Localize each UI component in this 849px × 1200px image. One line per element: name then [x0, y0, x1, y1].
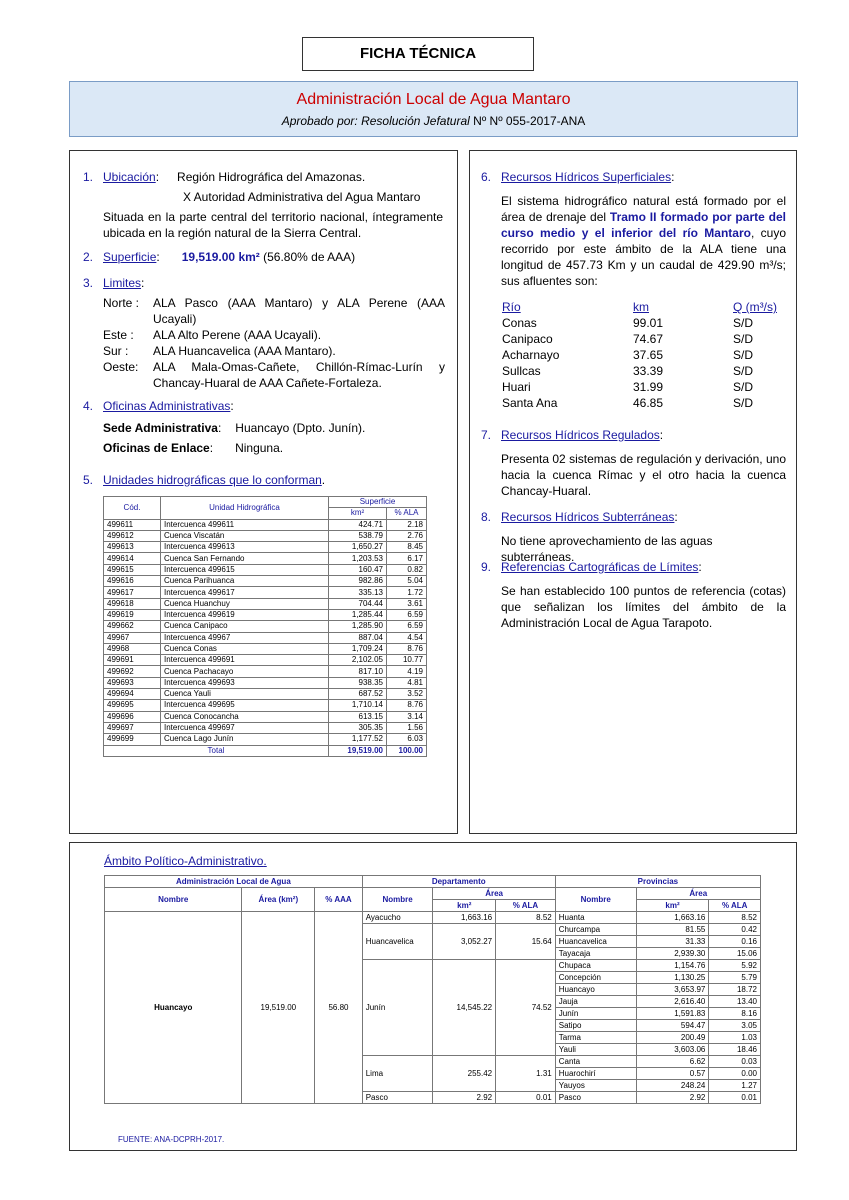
table-row [104, 598, 427, 609]
dep-km2: 3,052.27 [433, 924, 496, 960]
prov-km2: 6.62 [636, 1056, 709, 1068]
section-number: 7. [481, 428, 492, 442]
ubicacion-line2: X Autoridad Administrativa del Agua Mantaro [183, 190, 421, 204]
prov-pct: 5.92 [709, 960, 761, 972]
col-ala-area: Área (km²) [242, 888, 315, 912]
limite-dir: Norte : [103, 296, 140, 310]
limite-row [83, 359, 445, 391]
cod-cell: 499697 [104, 722, 161, 733]
cod-cell: 499615 [104, 564, 161, 575]
unidad-cell: Cuenca Conas [161, 643, 329, 654]
section-number: 5. [83, 473, 94, 487]
dep-pct: 1.31 [496, 1056, 556, 1092]
cod-cell: 499696 [104, 711, 161, 722]
prov-pct: 8.52 [709, 912, 761, 924]
col-dep-km2: km² [433, 900, 496, 912]
pct-cell: 8.45 [387, 542, 427, 553]
pct-cell: 1.72 [387, 587, 427, 598]
limite-row [83, 343, 445, 359]
col-superficie: Superficie [329, 497, 427, 508]
prov-nombre: Pasco [555, 1092, 636, 1104]
unidad-cell: Intercuenca 499693 [161, 677, 329, 688]
dep-nombre: Pasco [362, 1092, 433, 1104]
prov-km2: 2,616.40 [636, 996, 709, 1008]
text-c: , cuyo recorrido por este ámbito de la ALA tiene una longitud de 457.73 Km y un caudal de 429.90 m³/s; sus afluentes son: [501, 226, 787, 288]
section-number: 8. [481, 510, 492, 524]
unidad-cell: Intercuenca 499617 [161, 587, 329, 598]
col-prov-pct: % ALA [709, 900, 761, 912]
prov-nombre: Churcampa [555, 924, 636, 936]
ubicacion-line1: Región Hidrográfica del Amazonas. [177, 170, 366, 184]
dep-km2: 14,545.22 [433, 960, 496, 1056]
km2-cell: 817.10 [329, 666, 387, 677]
section-heading: Recursos Hídricos Regulados [501, 428, 660, 442]
pct-cell: 6.59 [387, 609, 427, 620]
pct-cell: 8.76 [387, 700, 427, 711]
prov-km2: 3,653.97 [636, 984, 709, 996]
section-number: 4. [83, 399, 94, 413]
superficiales-text [481, 193, 786, 289]
rio-q: S/D [733, 380, 754, 394]
km2-cell: 160.47 [329, 564, 387, 575]
section-heading: Ubicación [103, 170, 156, 184]
km2-cell: 424.71 [329, 519, 387, 530]
prov-pct: 0.00 [709, 1068, 761, 1080]
rio-km: 46.85 [633, 396, 664, 410]
km2-cell: 687.52 [329, 689, 387, 700]
section-heading: Referencias Cartográficas de Límites [501, 560, 699, 574]
prov-pct: 18.72 [709, 984, 761, 996]
enlace-value: Ninguna. [235, 441, 284, 455]
right-panel [469, 150, 797, 834]
cod-cell: 499662 [104, 621, 161, 632]
subterraneas-text: No tiene aprovechamiento de las aguas subterráneas. [501, 534, 713, 564]
prov-pct: 18.46 [709, 1044, 761, 1056]
col-km: km [633, 300, 649, 314]
unidad-cell: Cuenca Pachacayo [161, 666, 329, 677]
limite-row [83, 327, 445, 343]
rios-table [502, 299, 782, 411]
table-row [104, 722, 427, 733]
unidad-cell: Intercuenca 499619 [161, 609, 329, 620]
ambito-title-text: Ámbito Político-Administrativo [104, 854, 264, 868]
dep-km2: 2.92 [433, 1092, 496, 1104]
section-heading: Unidades hidrográficas que lo conforman [103, 473, 322, 487]
section-heading: Limites [103, 276, 142, 290]
km2-cell: 1,177.52 [329, 734, 387, 745]
section-limites: 3. Limites: Norte : ALA Pasco (AAA Mantaro) y ALA Perene (AAA Ucayali) Este : ALA Alto Perene (AAA Ucayali). Sur : ALA Huancavelica (AAA Mantaro). Oeste: ALA Mala-Omas-Cañete, Chillón-Rímac-Lurín y Chancay-Huaral de AAA Cañete-Fortaleza. [83, 276, 445, 390]
section-heading: Recursos Hídricos Subterráneas [501, 510, 675, 524]
pct-cell: 3.61 [387, 598, 427, 609]
enlace-label: Oficinas de Enlace [103, 441, 210, 455]
prov-km2: 1,663.16 [636, 912, 709, 924]
col-dep-area: Área [433, 888, 555, 900]
km2-cell: 982.86 [329, 576, 387, 587]
unidad-cell: Intercuenca 499613 [161, 542, 329, 553]
subtitle-prefix: Aprobado por: Resolución Jefatural [281, 114, 470, 128]
rio-row [502, 379, 782, 395]
section-number: 3. [83, 276, 94, 290]
dep-pct: 8.52 [496, 912, 556, 924]
cod-cell: 499699 [104, 734, 161, 745]
prov-pct: 1.27 [709, 1080, 761, 1092]
pct-cell: 8.76 [387, 643, 427, 654]
col-q: Q (m³/s) [733, 300, 777, 314]
limite-row [83, 295, 445, 327]
col-rio: Río [502, 300, 521, 314]
section-referencias: 9. Referencias Cartográficas de Límites: Se han establecido 100 puntos de referencia (cotas) que señalizan los límites del ámbito de la Administración Local de Agua Tarapoto. [481, 560, 786, 630]
table-row [104, 564, 427, 575]
rio-q: S/D [733, 364, 754, 378]
section-number: 9. [481, 560, 492, 574]
table-row [104, 711, 427, 722]
table-row [104, 576, 427, 587]
pct-cell: 10.77 [387, 655, 427, 666]
unidad-cell: Intercuenca 49967 [161, 632, 329, 643]
unidad-cell: Intercuenca 499691 [161, 655, 329, 666]
table-row [104, 587, 427, 598]
km2-cell: 2,102.05 [329, 655, 387, 666]
prov-km2: 2.92 [636, 1092, 709, 1104]
section-number: 2. [83, 250, 94, 264]
table-row [104, 677, 427, 688]
dep-nombre: Junín [362, 960, 433, 1056]
prov-pct: 1.03 [709, 1032, 761, 1044]
rio-row [502, 315, 782, 331]
unidad-cell: Cuenca San Fernando [161, 553, 329, 564]
limite-value: ALA Mala-Omas-Cañete, Chillón-Rímac-Lurín y Chancay-Huaral de AAA Cañete-Fortaleza. [153, 360, 445, 390]
pct-cell: 4.81 [387, 677, 427, 688]
cod-cell: 499695 [104, 700, 161, 711]
col-prov-nombre: Nombre [555, 888, 636, 912]
rio-q: S/D [733, 348, 754, 362]
cod-cell: 499611 [104, 519, 161, 530]
prov-pct: 0.42 [709, 924, 761, 936]
limite-dir: Este : [103, 328, 134, 342]
section-subterraneas: 8. Recursos Hídricos Subterráneas: No tiene aprovechamiento de las aguas subterráneas. [481, 509, 786, 565]
unidad-cell: Cuenca Conocancha [161, 711, 329, 722]
cod-cell: 499693 [104, 677, 161, 688]
prov-nombre: Huanta [555, 912, 636, 924]
rio-km: 74.67 [633, 332, 664, 346]
rio-row [502, 347, 782, 363]
col-prov-km2: km² [636, 900, 709, 912]
pct-cell: 5.04 [387, 576, 427, 587]
total-km2: 19,519.00 [329, 745, 387, 756]
cod-cell: 499692 [104, 666, 161, 677]
total-pct: 100.00 [387, 745, 427, 756]
rio-q: S/D [733, 396, 754, 410]
dep-nombre: Huancavelica [362, 924, 433, 960]
table-row [104, 553, 427, 564]
prov-km2: 0.57 [636, 1068, 709, 1080]
km2-cell: 887.04 [329, 632, 387, 643]
unidad-cell: Intercuenca 499695 [161, 700, 329, 711]
rio-km: 99.01 [633, 316, 664, 330]
sede-value: Huancayo (Dpto. Junín). [235, 421, 366, 435]
pct-cell: 0.82 [387, 564, 427, 575]
cod-cell: 499617 [104, 587, 161, 598]
rio-q: S/D [733, 316, 754, 330]
rio-row [502, 395, 782, 411]
km2-cell: 1,710.14 [329, 700, 387, 711]
pct-cell: 3.14 [387, 711, 427, 722]
section-heading: Recursos Hídricos Superficiales [501, 170, 672, 184]
limite-value: ALA Pasco (AAA Mantaro) y ALA Perene (AAA Ucayali) [153, 296, 445, 326]
unidad-cell: Intercuenca 499611 [161, 519, 329, 530]
col-ala-nombre: Nombre [105, 888, 242, 912]
prov-nombre: Chupaca [555, 960, 636, 972]
km2-cell: 613.15 [329, 711, 387, 722]
prov-pct: 3.05 [709, 1020, 761, 1032]
fuente: FUENTE: ANA-DCPRH-2017. [118, 1135, 225, 1144]
prov-pct: 8.16 [709, 1008, 761, 1020]
prov-nombre: Tarma [555, 1032, 636, 1044]
ala-nombre: Huancayo [105, 912, 242, 1104]
col-ala: Administración Local de Agua [105, 876, 363, 888]
prov-km2: 1,591.83 [636, 1008, 709, 1020]
referencias-text: Se han establecido 100 puntos de referencia (cotas) que señalizan los límites del ámbito de la Administración Local de Agua Tarapoto. [501, 584, 786, 630]
prov-km2: 2,939.30 [636, 948, 709, 960]
sede-label: Sede Administrativa [103, 421, 218, 435]
table-row [104, 542, 427, 553]
unidad-cell: Intercuenca 499697 [161, 722, 329, 733]
section-heading: Superficie [103, 250, 157, 264]
cod-cell: 499612 [104, 530, 161, 541]
section-number: 1. [83, 170, 94, 184]
prov-pct: 0.01 [709, 1092, 761, 1104]
ambito-title: Ámbito Político-Administrativo. [104, 854, 267, 868]
prov-km2: 200.49 [636, 1032, 709, 1044]
pct-cell: 3.52 [387, 689, 427, 700]
unidad-cell: Cuenca Huanchuy [161, 598, 329, 609]
cod-cell: 499618 [104, 598, 161, 609]
prov-nombre: Concepción [555, 972, 636, 984]
rio-row [502, 331, 782, 347]
cod-cell: 499616 [104, 576, 161, 587]
col-prov-area: Área [636, 888, 760, 900]
km2-cell: 335.13 [329, 587, 387, 598]
km2-cell: 538.79 [329, 530, 387, 541]
section-unidades: 5. Unidades hidrográficas que lo conforman. [83, 473, 326, 487]
table-row [104, 632, 427, 643]
km2-cell: 305.35 [329, 722, 387, 733]
resolution-number: Nº Nº 055-2017-ANA [473, 114, 586, 128]
table-row [104, 689, 427, 700]
pct-cell: 4.54 [387, 632, 427, 643]
section-regulados: 7. Recursos Hídricos Regulados: Presenta 02 sistemas de regulación y derivación, uno hacia la cuenca Rímac y el otro hacia la cuenca Chancay-Huaral. [481, 428, 786, 498]
prov-nombre: Tayacaja [555, 948, 636, 960]
table-row [104, 621, 427, 632]
pct-cell: 6.03 [387, 734, 427, 745]
col-unidad: Unidad Hidrográfica [161, 497, 329, 520]
col-pct: % ALA [387, 508, 427, 519]
km2-cell: 1,650.27 [329, 542, 387, 553]
cod-cell: 49967 [104, 632, 161, 643]
prov-pct: 0.16 [709, 936, 761, 948]
dep-pct: 0.01 [496, 1092, 556, 1104]
table-row [104, 609, 427, 620]
dep-nombre: Ayacucho [362, 912, 433, 924]
rio-km: 33.39 [633, 364, 664, 378]
km2-cell: 1,203.53 [329, 553, 387, 564]
col-ala-pct: % AAA [315, 888, 363, 912]
table-row [104, 666, 427, 677]
rio-row [502, 363, 782, 379]
col-dep: Departamento [362, 876, 555, 888]
unidad-cell: Cuenca Viscatán [161, 530, 329, 541]
page-title: Administración Local de Agua Mantaro [296, 91, 571, 108]
pct-cell: 4.19 [387, 666, 427, 677]
pct-cell: 1.56 [387, 722, 427, 733]
limite-dir: Sur : [103, 344, 129, 358]
dep-nombre: Lima [362, 1056, 433, 1092]
unidad-cell: Cuenca Canipaco [161, 621, 329, 632]
prov-nombre: Huancayo [555, 984, 636, 996]
superficie-value: 19,519.00 km² [181, 250, 260, 264]
superficie-pct: (56.80% de AAA) [263, 250, 356, 264]
prov-km2: 1,154.76 [636, 960, 709, 972]
km2-cell: 704.44 [329, 598, 387, 609]
limite-dir: Oeste: [103, 360, 139, 374]
rio-name: Huari [502, 380, 531, 394]
prov-nombre: Jauja [555, 996, 636, 1008]
rio-name: Sullcas [502, 364, 541, 378]
ficha-title: FICHA TÉCNICA [302, 37, 534, 71]
prov-km2: 248.24 [636, 1080, 709, 1092]
prov-km2: 1,130.25 [636, 972, 709, 984]
rio-name: Canipaco [502, 332, 553, 346]
prov-nombre: Yauli [555, 1044, 636, 1056]
pct-cell: 2.18 [387, 519, 427, 530]
rio-km: 37.65 [633, 348, 664, 362]
cod-cell: 499619 [104, 609, 161, 620]
total-label: Total [104, 745, 329, 756]
cod-cell: 49968 [104, 643, 161, 654]
left-panel [69, 150, 458, 834]
section-number: 6. [481, 170, 492, 184]
prov-nombre: Huancavelica [555, 936, 636, 948]
section-ubicacion: 1. Ubicación: Región Hidrográfica del Amazonas. X Autoridad Administrativa del Agua Mantaro Situada en la parte central del territorio nacional, íntegramente ubicada en la región natural de la Sierra Central. [83, 170, 443, 240]
cod-cell: 499614 [104, 553, 161, 564]
prov-pct: 13.40 [709, 996, 761, 1008]
prov-pct: 5.79 [709, 972, 761, 984]
limite-value: ALA Huancavelica (AAA Mantaro). [153, 344, 336, 358]
ala-area: 19,519.00 [242, 912, 315, 1104]
section-superficiales: 6. Recursos Hídricos Superficiales: El sistema hidrográfico natural está formado por el área de drenaje del Tramo II formado por parte del curso medio y el inferior del río Mantaro, cuyo recorrido por este ámbito de la ALA tiene una longitud de 457.73 Km y un caudal de 429.90 m³/s; sus afluentes son: [481, 170, 787, 288]
prov-nombre: Canta [555, 1056, 636, 1068]
prov-nombre: Satipo [555, 1020, 636, 1032]
regulados-text: Presenta 02 sistemas de regulación y derivación, uno hacia la cuenca Rímac y el otro hacia la cuenca Chancay-Huaral. [501, 452, 786, 498]
dep-km2: 255.42 [433, 1056, 496, 1092]
dep-pct: 15.64 [496, 924, 556, 960]
unidades-table [103, 496, 427, 757]
table-row [104, 700, 427, 711]
cod-cell: 499613 [104, 542, 161, 553]
pct-cell: 6.17 [387, 553, 427, 564]
prov-pct: 15.06 [709, 948, 761, 960]
col-cod: Cód. [104, 497, 161, 520]
ambito-row [105, 912, 761, 924]
km2-cell: 1,285.90 [329, 621, 387, 632]
col-prov: Provincias [555, 876, 760, 888]
pct-cell: 6.59 [387, 621, 427, 632]
km2-cell: 1,709.24 [329, 643, 387, 654]
prov-km2: 3,603.06 [636, 1044, 709, 1056]
table-row [104, 655, 427, 666]
prov-nombre: Huarochirí [555, 1068, 636, 1080]
prov-pct: 0.03 [709, 1056, 761, 1068]
section-heading: Oficinas Administrativas [103, 399, 231, 413]
prov-nombre: Yauyos [555, 1080, 636, 1092]
dep-km2: 1,663.16 [433, 912, 496, 924]
table-row [104, 734, 427, 745]
ubicacion-desc: Situada en la parte central del territorio nacional, íntegramente ubicada en la región natural de la Sierra Central. [103, 210, 443, 240]
ambito-panel [69, 842, 797, 1151]
col-km2: km² [329, 508, 387, 519]
unidad-cell: Cuenca Parihuanca [161, 576, 329, 587]
prov-km2: 81.55 [636, 924, 709, 936]
prov-km2: 594.47 [636, 1020, 709, 1032]
prov-nombre: Junín [555, 1008, 636, 1020]
text-a: El sistema hidrográfico natural está formado por el área de drenaje del [501, 194, 786, 224]
dep-pct: 74.52 [496, 960, 556, 1056]
unidad-cell: Cuenca Yauli [161, 689, 329, 700]
rio-name: Santa Ana [502, 396, 558, 410]
section-oficinas: 4. Oficinas Administrativas: Sede Administrativa: Huancayo (Dpto. Junín). Oficinas de Enlace: Ninguna. [83, 399, 366, 455]
rio-km: 31.99 [633, 380, 664, 394]
subtitle [70, 114, 797, 128]
km2-cell: 1,285.44 [329, 609, 387, 620]
rio-name: Conas [502, 316, 537, 330]
ambito-table [104, 875, 761, 1104]
col-dep-nombre: Nombre [362, 888, 433, 912]
rio-q: S/D [733, 332, 754, 346]
unidad-cell: Intercuenca 499615 [161, 564, 329, 575]
pct-cell: 2.76 [387, 530, 427, 541]
table-row [104, 530, 427, 541]
cod-cell: 499691 [104, 655, 161, 666]
km2-cell: 938.35 [329, 677, 387, 688]
table-row [104, 643, 427, 654]
limite-value: ALA Alto Perene (AAA Ucayali). [153, 328, 322, 342]
header-box [69, 81, 798, 137]
ala-pct: 56.80 [315, 912, 363, 1104]
table-row [104, 519, 427, 530]
section-superficie: 2. Superficie: 19,519.00 km² (56.80% de AAA) [83, 250, 356, 264]
text-b: Tramo II formado por parte del curso medio y el inferior del río Mantaro [501, 210, 786, 240]
prov-km2: 31.33 [636, 936, 709, 948]
unidad-cell: Cuenca Lago Junín [161, 734, 329, 745]
col-dep-pct: % ALA [496, 900, 556, 912]
rio-name: Acharnayo [502, 348, 560, 362]
cod-cell: 499694 [104, 689, 161, 700]
